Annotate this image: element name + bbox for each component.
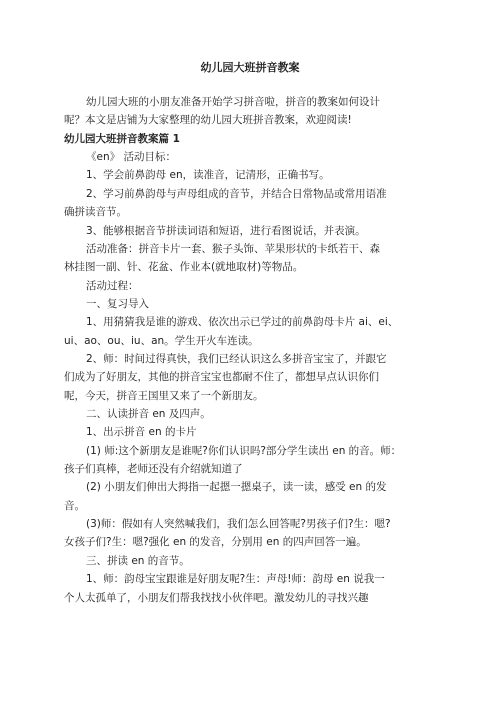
body-text-line: 一、复习导入: [86, 297, 149, 310]
body-text-line: 孩子们真棒，老师还没有介绍就知道了: [64, 463, 243, 475]
body-text-line: 确拼读音节。: [64, 206, 127, 219]
body-text-line: (1) 师:这个新朋友是谁呢?你们认识吗?部分学生读出 en 的音。师：: [86, 444, 402, 457]
body-text-line: (3)师：假如有人突然喊我们，我们怎么回答呢?男孩子们?生：嗯?: [86, 518, 391, 530]
body-text-line: ui、ao、ou、iu、an。学生开火车连读。: [64, 334, 259, 347]
body-text-line: 二、认读拼音 en 及四声。: [86, 408, 211, 420]
body-text-line: 三、拼读 en 的音节。: [86, 554, 190, 567]
section-heading: 幼儿园大班拼音教案篇 1: [64, 132, 180, 145]
body-text-line: 音。: [64, 499, 85, 512]
body-text-line: 3、能够根据音节拼读词语和短语，进行看图说话，并表演。: [86, 224, 366, 237]
body-text-line: 1、学会前鼻韵母 en，读准音，记清形，正确书写。: [86, 169, 330, 182]
body-text-line: 个人太孤单了，小朋友们帮我找找小伙伴吧。激发幼儿的寻找兴趣: [64, 591, 369, 604]
body-text-line: 2、学习前鼻韵母与声母组成的音节，并结合日常物品或常用语准: [86, 187, 387, 200]
body-text-line: 1、出示拼音 en 的卡片: [86, 426, 197, 439]
document-title: 幼儿园大班拼音教案: [200, 61, 300, 74]
body-text-line: 1、师：韵母宝宝跟谁是好朋友呢?生：声母!师：韵母 en 说我一: [86, 573, 385, 586]
body-text-line: 们成为了好朋友，其他的拼音宝宝也都耐不住了，都想早点认识你们: [64, 371, 379, 384]
body-text-line: 呢，今天，拼音王国里又来了一个新朋友。: [64, 389, 264, 402]
body-text-line: (2) 小朋友们伸出大拇指一起摁一摁桌子，读一读，感受 en 的发: [86, 481, 387, 494]
body-text-line: 《en》 活动目标：: [86, 151, 176, 164]
body-text-line: 呢？本文是店铺为大家整理的幼儿园大班拼音教案，欢迎阅读!: [64, 114, 352, 127]
body-text-line: 1、用猜猜我是谁的游戏、依次出示已学过的前鼻韵母卡片 ai、ei、: [86, 316, 399, 329]
body-text-line: 幼儿园大班的小朋友准备开始学习拼音啦，拼音的教案如何设计: [86, 96, 380, 108]
body-text-line: 活动过程：: [86, 279, 139, 292]
body-text-line: 活动准备：拼音卡片一套、猴子头饰、苹果形状的卡纸若干、森: [86, 242, 380, 255]
body-text-line: 2、师：时间过得真快，我们已经认识这么多拼音宝宝了，并跟它: [86, 352, 387, 365]
body-text-line: 林挂图一副、针、花盆、作业本(就地取材)等物品。: [64, 261, 304, 274]
body-text-line: 女孩子们?生：嗯?强化 en 的发音，分别用 en 的四声回答一遍。: [64, 536, 367, 549]
